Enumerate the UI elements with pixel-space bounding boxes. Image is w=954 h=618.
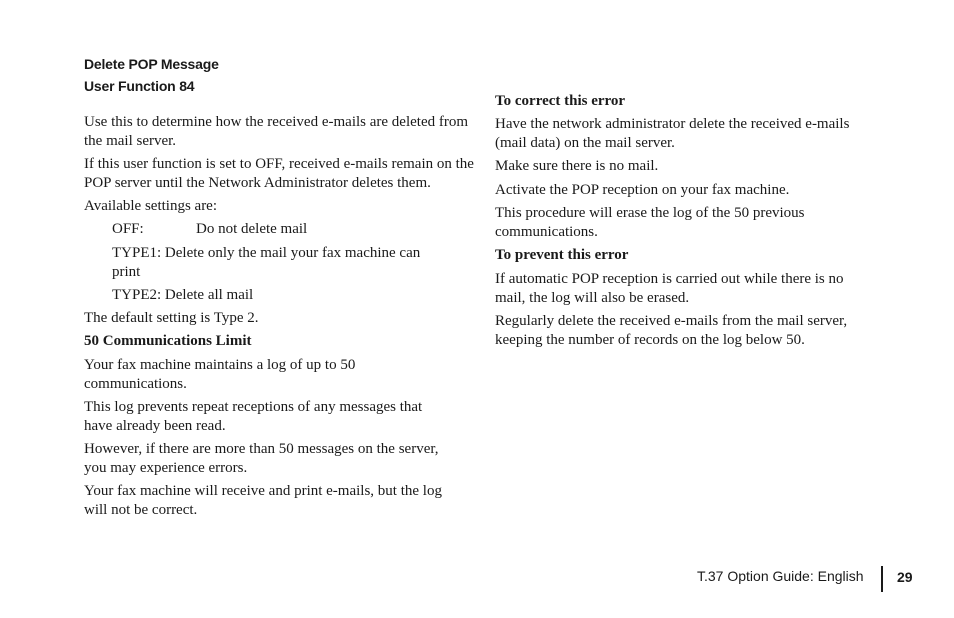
paragraph: The default setting is Type 2. [84,310,259,326]
paragraph: Your fax machine maintains a log of up to 50 communications. [84,357,356,392]
footer-divider [881,566,883,592]
page-number: 29 [897,569,913,585]
subheading: To prevent this error [495,247,629,263]
paragraph: This log prevents repeat receptions of any messages that have already been read. [84,399,423,434]
subheading: 50 Communications Limit [84,333,252,349]
paragraph: Activate the POP reception on your fax machine. [495,182,790,198]
section-subtitle: User Function 84 [84,78,195,94]
option-off [112,220,452,239]
paragraph: Make sure there is no mail. [495,158,659,174]
section-title: Delete POP Message [84,56,219,72]
footer-guide-label: T.37 Option Guide: English [697,568,864,584]
paragraph: If automatic POP reception is carried out while there is no mail, the log will also be erased. [495,271,844,306]
paragraph: However, if there are more than 50 messages on the server, you may experience errors. [84,441,439,476]
paragraph: Your fax machine will receive and print e-mails, but the log will not be correct. [84,483,442,518]
paragraph: This procedure will erase the log of the 50 previous communications. [495,205,805,240]
option-type1 [112,244,452,282]
paragraph: Regularly delete the received e-mails from the mail server, keeping the number of records on the log below 50. [495,313,848,348]
subheading: To correct this error [495,93,626,109]
option-key: TYPE2: [112,287,162,303]
option-key: OFF: [112,221,144,237]
paragraph: Have the network administrator delete the received e-mails (mail data) on the mail server. [495,116,850,151]
paragraph: Available settings are: [84,198,218,214]
option-desc: Delete only the mail your fax machine can print [112,245,421,280]
paragraph: Use this to determine how the received e-mails are deleted from the mail server. [84,114,469,149]
option-desc: Do not delete mail [196,221,308,237]
option-key: TYPE1: [112,245,162,261]
paragraph: If this user function is set to OFF, received e-mails remain on the POP server until the Network Administrator deletes them. [84,156,474,191]
option-type2 [112,286,452,305]
option-desc: Delete all mail [164,287,254,303]
